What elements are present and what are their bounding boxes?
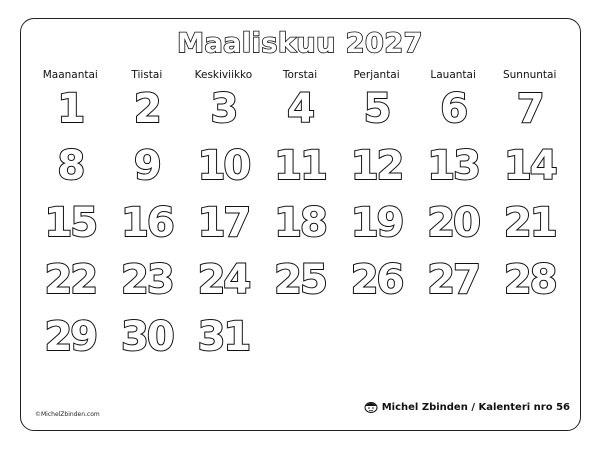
author-credit-text: Michel Zbinden / Kalenteri nro 56 — [381, 401, 570, 413]
calendar-title: Maaliskuu 2027 — [177, 28, 423, 59]
weekday-saturday: Lauantai — [430, 69, 476, 81]
day-cell: 23 — [121, 256, 173, 303]
day-cell: 11 — [274, 142, 326, 189]
day-cell: 15 — [44, 199, 97, 246]
weekday-friday: Perjantai — [353, 69, 400, 81]
author-credit — [364, 400, 570, 414]
day-cell: 4 — [287, 85, 313, 132]
day-cell: 21 — [503, 199, 556, 246]
day-cell: 29 — [44, 313, 97, 360]
day-cell: 27 — [427, 256, 479, 303]
day-cell: 22 — [44, 256, 97, 303]
day-cell: 17 — [197, 199, 250, 246]
day-cell: 19 — [350, 199, 403, 246]
day-cell: 20 — [427, 199, 479, 246]
day-cell: 2 — [133, 85, 160, 132]
day-cell: 10 — [197, 142, 250, 189]
weekday-thursday: Torstai — [282, 69, 318, 81]
day-cell: 13 — [427, 142, 479, 189]
day-cell: 8 — [57, 142, 84, 189]
day-cell: 14 — [503, 142, 556, 189]
day-grid — [32, 80, 568, 365]
day-cell: 9 — [133, 142, 160, 189]
day-cell: 12 — [350, 142, 403, 189]
day-cell: 5 — [363, 85, 390, 132]
day-cell: 3 — [210, 85, 237, 132]
website-credit: ©MichelZbinden.com — [35, 411, 100, 418]
day-cell: 26 — [350, 256, 403, 303]
day-cell: 24 — [197, 256, 250, 303]
day-cell: 1 — [57, 85, 84, 132]
weekday-tuesday: Tiistai — [131, 69, 163, 81]
day-cell: 6 — [440, 85, 467, 132]
weekday-sunday: Sunnuntai — [502, 69, 557, 81]
day-cell: 25 — [274, 256, 326, 303]
face-icon — [364, 401, 378, 413]
day-cell: 16 — [121, 199, 173, 246]
day-cell: 31 — [197, 313, 250, 360]
day-cell: 28 — [503, 256, 556, 303]
weekday-monday: Maanantai — [42, 69, 98, 81]
weekday-wednesday: Keskiviikko — [194, 69, 253, 81]
day-cell: 7 — [516, 85, 543, 132]
day-cell: 18 — [274, 199, 326, 246]
day-cell: 30 — [121, 313, 173, 360]
